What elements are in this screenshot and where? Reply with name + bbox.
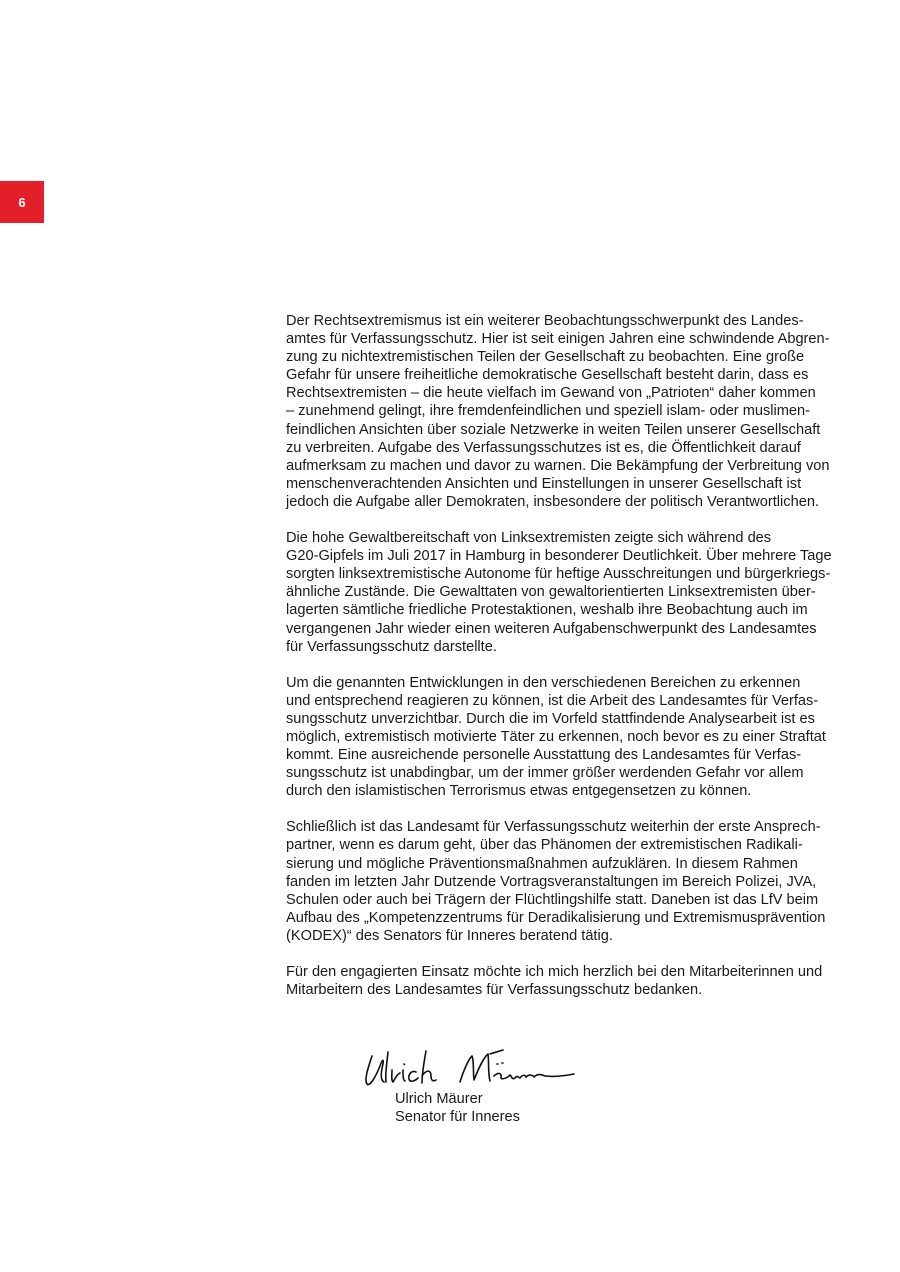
page-number-tab: [0, 181, 44, 223]
signer-title: Senator für Inneres: [395, 1109, 520, 1126]
paragraph-thanks: [286, 963, 836, 999]
text-line: jedoch die Aufgabe aller Demokraten, insbesondere der politisch Verantwortlichen.: [286, 493, 819, 510]
text-line: durch den islamistischen Terrorismus etwas entgegensetzen zu können.: [286, 783, 752, 800]
text-line: menschenverachtenden Ansichten und Einstellungen in unserer Gesellschaft ist: [286, 475, 802, 492]
letter-body: [286, 312, 836, 1017]
text-line: vergangenen Jahr wieder einen weiteren Aufgabenschwerpunkt des Landesamtes: [286, 620, 817, 637]
text-line: (KODEX)“ des Senators für Inneres beratend tätig.: [286, 927, 613, 944]
text-line: fanden im letzten Jahr Dutzende Vortragsveranstaltungen im Bereich Polizei, JVA,: [286, 873, 817, 890]
text-line: amtes für Verfassungsschutz. Hier ist seit einigen Jahren eine schwindende Abgren-: [286, 331, 830, 348]
text-line: sierung und mögliche Präventionsmaßnahmen aufzuklären. In diesem Rahmen: [286, 855, 798, 872]
text-line: Schulen oder auch bei Trägern der Flüchtlingshilfe statt. Daneben ist das LfV beim: [286, 891, 819, 908]
text-line: Aufbau des „Kompetenzzentrums für Deradikalisierung und Extremismusprävention: [286, 909, 826, 926]
paragraph-prevention: [286, 818, 836, 945]
signer-name: Ulrich Mäurer: [395, 1091, 483, 1107]
text-line: Für den engagierten Einsatz möchte ich mich herzlich bei den Mitarbeiterinnen und: [286, 964, 823, 980]
text-line: und entsprechend reagieren zu können, ist die Arbeit des Landesamtes für Verfas-: [286, 692, 819, 709]
text-line: zu verbreiten. Aufgabe des Verfassungsschutzes ist es, die Öffentlichkeit darauf: [286, 439, 801, 456]
text-line: aufmerksam zu machen und davor zu warnen. Die Bekämpfung der Verbreitung von: [286, 457, 830, 474]
text-line: Schließlich ist das Landesamt für Verfassungsschutz weiterhin der erste Ansprech-: [286, 819, 821, 836]
text-line: feindlichen Ansichten über soziale Netzwerke in weiten Teilen unserer Gesellschaft: [286, 421, 821, 438]
signer-block: [395, 1090, 520, 1127]
paragraph-office-work: [286, 674, 836, 801]
paragraph-left-wing-extremism: [286, 529, 836, 656]
page-number: 6: [18, 194, 26, 210]
text-line: kommt. Eine ausreichende personelle Ausstattung des Landesamtes für Verfas-: [286, 747, 802, 764]
text-line: lagerten sämtliche friedliche Protestaktionen, weshalb ihre Beobachtung auch im: [286, 602, 808, 619]
text-line: zung zu nichtextremistischen Teilen der Gesellschaft zu beobachten. Eine große: [286, 349, 805, 366]
text-line: sungsschutz unverzichtbar. Durch die im Vorfeld stattfindende Analysearbeit ist es: [286, 710, 815, 727]
text-line: G20-Gipfels im Juli 2017 in Hamburg in besonderer Deutlichkeit. Über mehrere Tage: [286, 548, 832, 565]
paragraph-right-wing-extremism: [286, 312, 836, 511]
text-line: ähnliche Zustände. Die Gewalttaten von gewaltorientierten Linksextremisten über-: [286, 584, 816, 601]
text-line: sungsschutz ist unabdingbar, um der immer größer werdenden Gefahr vor allem: [286, 765, 804, 782]
text-line: partner, wenn es darum geht, über das Phänomen der extremistischen Radikali-: [286, 837, 803, 854]
text-line: Die hohe Gewaltbereitschaft von Linksextremisten zeigte sich während des: [286, 530, 772, 547]
handwritten-signature: [362, 1046, 578, 1090]
text-line: – zunehmend gelingt, ihre fremdenfeindlichen und speziell islam- oder muslimen-: [286, 403, 811, 420]
text-line: möglich, extremistisch motivierte Täter zu erkennen, noch bevor es zu einer Straftat: [286, 728, 826, 745]
text-line: Rechtsextremisten – die heute vielfach im Gewand von „Patrioten“ daher kommen: [286, 385, 816, 402]
text-line: für Verfassungsschutz darstellte.: [286, 638, 497, 655]
text-line: Mitarbeitern des Landesamtes für Verfassungsschutz bedanken.: [286, 982, 703, 999]
text-line: Gefahr für unsere freiheitliche demokratische Gesellschaft besteht darin, dass es: [286, 367, 809, 384]
text-line: Um die genannten Entwicklungen in den verschiedenen Bereichen zu erkennen: [286, 674, 801, 691]
text-line: sorgten linksextremistische Autonome für heftige Ausschreitungen und bürgerkriegs-: [286, 566, 831, 583]
text-line: Der Rechtsextremismus ist ein weiterer Beobachtungsschwerpunkt des Landes-: [286, 313, 804, 329]
